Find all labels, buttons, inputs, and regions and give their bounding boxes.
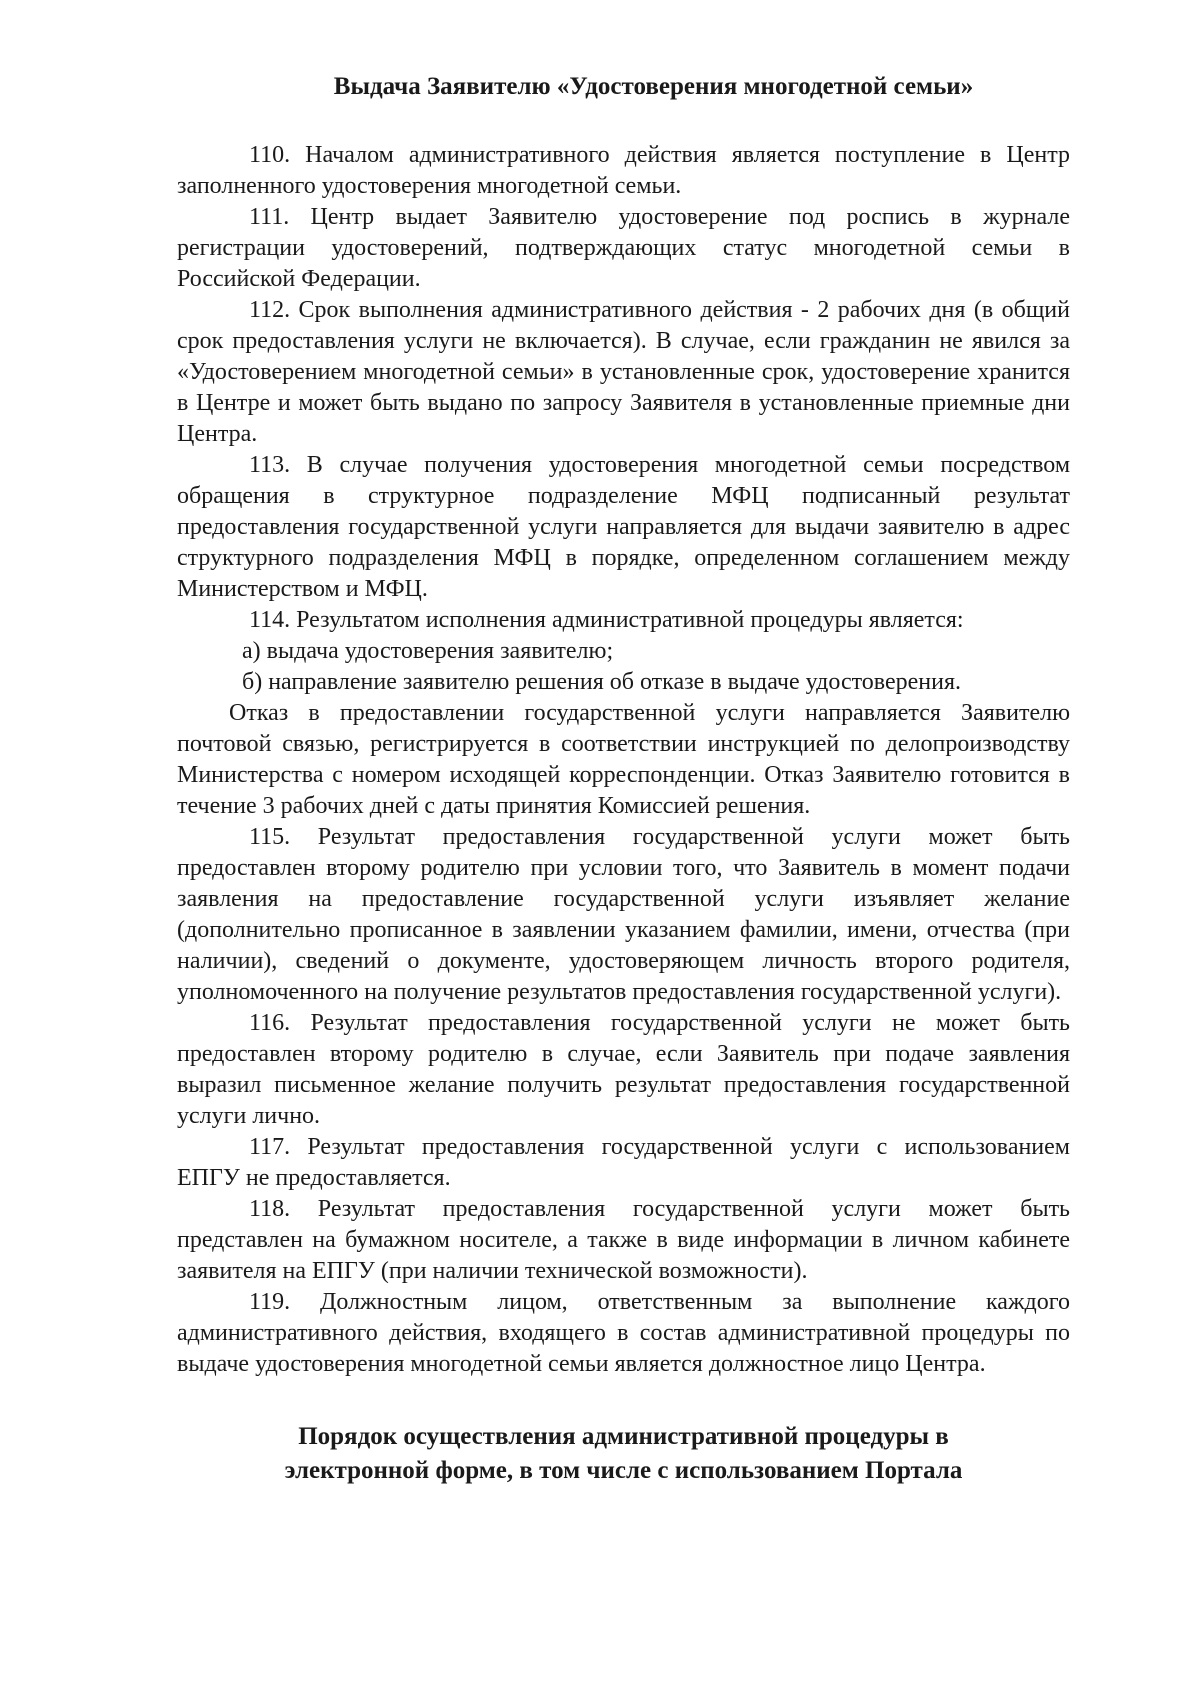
paragraph-115: 115. Результат предоставления государственной услуги может быть предоставлен второму родителю при условии того, что Заявитель в момент подачи заявления на предоставление государственной услуги изъявляет желание (дополнительно прописанное в заявлении указанием фамилии, имени, отчества (при наличии), сведений о документе, удостоверяющем личность второго родителя, уполномоченного на получение результатов предоставления государственной услуги). xyxy=(177,824,1070,1005)
document-title: Выдача Заявителю «Удостоверения многодетной семьи» xyxy=(333,73,974,100)
paragraph-117: 117. Результат предоставления государственной услуги с использованием ЕПГУ не предоставляется. xyxy=(177,1134,1070,1191)
paragraph-111: 111. Центр выдает Заявителю удостоверение под роспись в журнале регистрации удостоверений, подтверждающих статус многодетной семьи в Российской Федерации. xyxy=(177,204,1070,292)
section-heading-line-1: Порядок осуществления административной процедуры в xyxy=(298,1423,949,1450)
list-item-a: а) выдача удостоверения заявителю; xyxy=(242,638,614,664)
paragraph-112: 112. Срок выполнения административного действия - 2 рабочих дня (в общий срок предоставления услуги не включается). В случае, если гражданин не явился за «Удостоверением многодетной семьи» в установленные срок, удостоверение хранится в Центре и может быть выдано по запросу Заявителя в установленные приемные дни Центра. xyxy=(177,297,1070,447)
paragraph-119: 119. Должностным лицом, ответственным за выполнение каждого административного действия, входящего в состав административной процедуры по выдаче удостоверения многодетной семьи является должностное лицо Центра. xyxy=(177,1289,1070,1377)
paragraph-113: 113. В случае получения удостоверения многодетной семьи посредством обращения в структурное подразделение МФЦ подписанный результат предоставления государственной услуги направляется для выдачи заявителю в адрес структурного подразделения МФЦ в порядке, определенном соглашением между Министерством и МФЦ. xyxy=(177,452,1070,602)
paragraph-110: 110. Началом административного действия является поступление в Центр заполненного удостоверения многодетной семьи. xyxy=(177,142,1070,199)
paragraph-refusal: Отказ в предоставлении государственной услуги направляется Заявителю почтовой связью, регистрируется в соответствии инструкцией по делопроизводству Министерства с номером исходящей корреспонденции. Отказ Заявителю готовится в течение 3 рабочих дней с даты принятия Комиссией решения. xyxy=(177,700,1070,819)
section-heading-line-2: электронной форме, в том числе с использованием Портала xyxy=(284,1457,963,1484)
paragraph-114: 114. Результатом исполнения административной процедуры является: xyxy=(249,607,964,633)
list-item-b: б) направление заявителю решения об отказе в выдаче удостоверения. xyxy=(242,669,961,695)
section-heading xyxy=(177,1420,1070,1488)
paragraph-116: 116. Результат предоставления государственной услуги не может быть предоставлен второму родителю в случае, если Заявитель при подаче заявления выразил письменное желание получить результат предоставления государственной услуги лично. xyxy=(177,1010,1070,1129)
paragraph-118: 118. Результат предоставления государственной услуги может быть представлен на бумажном носителе, а также в виде информации в личном кабинете заявителя на ЕПГУ (при наличии технической возможности). xyxy=(177,1196,1070,1284)
